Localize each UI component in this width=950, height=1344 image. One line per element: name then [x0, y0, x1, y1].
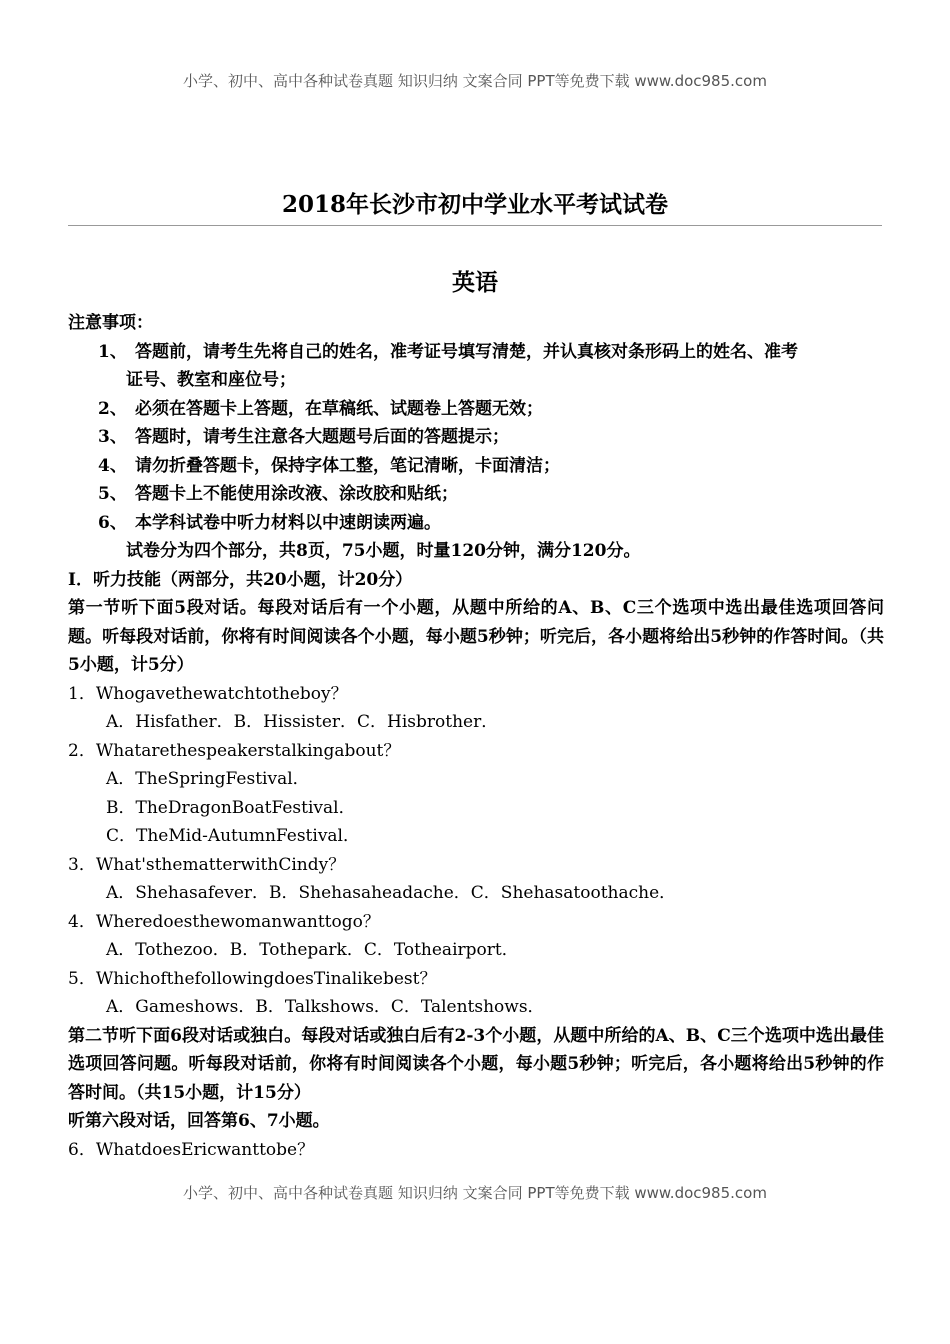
notice-item-text: 本学科试卷中听力材料以中速朗读两遍。 — [135, 512, 441, 533]
section1-instructions: 第一节听下面5段对话。每段对话后有一个小题，从题中所给的A、B、C三个选项中选出最佳选项回答问题。听每段对话前，你将有时间阅读各个小题，每小题5秒钟；听完后，各小题将给出5秒钟的作答时间。（共5小题，计5分） — [68, 598, 884, 675]
notice-item-text: 答题前，请考生先将自己的姓名，准考证号填写清楚，并认真核对条形码上的姓名、准考 — [135, 341, 798, 362]
notice-heading: 注意事项： — [68, 313, 153, 333]
question-4-options: A．Tothezoo．B．Tothepark．C．Totheairport． — [106, 940, 519, 960]
notice-item-text: 答题卡上不能使用涂改液、涂改胶和贴纸； — [135, 484, 458, 504]
question-2-option-b: B．TheDragonBoatFestival． — [106, 797, 356, 818]
question-2-option-a: A．TheSpringFestival． — [106, 769, 310, 789]
notice-item-1-continued: 证号、教室和座位号； — [126, 370, 296, 390]
question-2: 2．Whatarethespeakerstalkingabout？ — [68, 740, 401, 761]
notice-item-2 — [68, 395, 884, 424]
notice-item-number: 4、 — [98, 455, 127, 476]
question-1-options: A．Hisfather．B．Hissister．C．Hisbrother． — [106, 712, 499, 732]
notice-item-number: 6、 — [98, 512, 127, 533]
question-5: 5．WhichofthefollowingdoesTinalikebest？ — [68, 968, 437, 989]
notice-item-text: 请勿折叠答题卡，保持字体工整，笔记清晰，卡面清洁； — [135, 455, 560, 476]
question-3: 3．What'sthematterwithCindy？ — [68, 854, 346, 875]
title-divider — [68, 225, 882, 226]
dialog-6-instruction: 听第六段对话，回答第6、7小题。 — [68, 1111, 330, 1131]
notice-item-3 — [68, 423, 884, 452]
question-2-option-c: C．TheMid-AutumnFestival． — [106, 826, 360, 846]
question-6: 6．WhatdoesEricwanttobe？ — [68, 1139, 315, 1160]
notice-item-number: 5、 — [98, 484, 127, 504]
notice-item-number: 3、 — [98, 427, 127, 447]
exam-content — [68, 309, 884, 1164]
notice-item-text: 必须在答题卡上答题，在草稿纸、试题卷上答题无效； — [135, 398, 543, 419]
notice-item-1 — [68, 338, 884, 367]
notice-item-4 — [68, 452, 884, 481]
question-5-options: A．Gameshows．B．Talkshows．C．Talentshows． — [106, 997, 545, 1017]
section2-instructions: 第二节听下面6段对话或独白。每段对话或独白后有2-3个小题，从题中所给的A、B、C三个选项中选出最佳选项回答问题。听每段对话前，你将有时间阅读各个小题，每小题5秒钟；听完后，各小题将给出5秒钟的作答时间。（共15小题，计15分） — [68, 1025, 884, 1103]
footer-watermark: 小学、初中、高中各种试卷真题 知识归纳 文案合同 PPT等免费下载 www.doc985.com — [183, 1184, 767, 1202]
subject-title: 英语 — [452, 269, 498, 296]
question-3-options: A．Shehasafever．B．Shehasaheadache．C．Shehasatoothache． — [106, 883, 677, 903]
exam-title: 2018年长沙市初中学业水平考试试卷 — [281, 191, 668, 218]
notice-item-6 — [68, 509, 884, 538]
part1-heading: Ⅰ．听力技能（两部分，共20小题，计20分） — [68, 569, 413, 590]
notice-item-number: 2、 — [98, 398, 127, 419]
question-1: 1．Whogavethewatchtotheboy？ — [68, 683, 348, 704]
header-watermark: 小学、初中、高中各种试卷真题 知识归纳 文案合同 PPT等免费下载 www.doc985.com — [183, 72, 767, 90]
notice-item-text: 答题时，请考生注意各大题题号后面的答题提示； — [135, 427, 509, 447]
notice-item-number: 1、 — [98, 341, 127, 362]
notice-item-5 — [68, 480, 884, 509]
exam-summary: 试卷分为四个部分，共8页，75小题，时量120分钟，满分120分。 — [126, 541, 641, 561]
question-4: 4．Wheredoesthewomanwanttogo？ — [68, 911, 380, 932]
